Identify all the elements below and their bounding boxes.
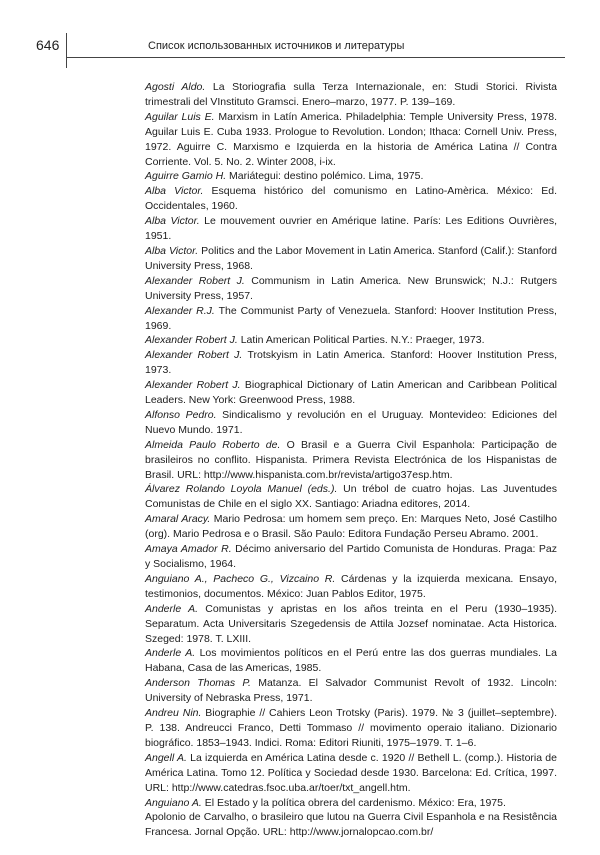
entry-text: Le mouvement ouvrier en Amérique latine. París: Les Editions Ouvrières, 1951. [145,215,557,243]
bibliography-entry [145,169,557,184]
bibliography-entry [145,438,557,483]
page-number: 646 [36,37,60,53]
entry-author: Angell A. [145,751,191,764]
entry-author: Alfonso Pedro. [145,408,223,421]
bibliography-entry [145,796,557,811]
entry-author: Alexander Robert J. [145,349,248,362]
bibliography-entry [145,751,557,796]
entry-text: La izquierda en América Latina desde c. 1920 // Bethell L. (comp.). Historia de América Latina. Tomo 12. Política y Sociedad desde 1930. Barcelona: Ed. Crítica, 1997. URL: http://www.catedras.fsoc.uba.ar/toer/txt_angell.htm. [145,751,557,794]
header-horizontal-rule [66,57,565,58]
entry-author: Agosti Aldo. [145,81,213,93]
entry-text: Mario Pedrosa: um homem sem preço. En: Marques Neto, José Castilho (org). Mario Pedrosa e o Brasil. São Paulo: Editora Fundação Perseu Abramo. 2001. [145,513,557,541]
bibliography-entry [145,304,557,334]
bibliography-entry [145,542,557,572]
entry-text: Marxism in Latín America. Philadelphia: Temple University Press, 1978. Aguilar Luis E. Cuba 1933. Prologue to Revolution. London; Ithaca: Cornell Univ. Press, 1972. Aguirre C. Marxismo e Izquierda en la historia de América Latina // Contra Corriente. Vol. 5. No. 2. Winter 2008, i-ix. [145,110,557,168]
bibliography-entry [145,184,557,214]
bibliography-entry [145,706,557,751]
entry-author: Anderson Thomas P. [145,677,259,690]
bibliography-entry [145,348,557,378]
entry-author: Aguilar Luis E. [145,110,219,123]
bibliography-entry [145,333,557,348]
bibliography [145,80,557,840]
entry-text: Apolonio de Carvalho, o brasileiro que lutou na Guerra Civil Espanhola e na Resistência Francesa. Jornal Opção. URL: http://www.jornalopcao.com.br/ [145,811,557,839]
bibliography-entry [145,512,557,542]
entry-text: Comunistas y apristas en los años treinta en el Peru (1930–1935). Separatum. Acta Universitaris Szegedensis de Attila Jozsef nominatae. Acta Historica. Szeged: 1978. T. LXIII. [145,602,557,645]
entry-text: Un trébol de cuatro hojas. Las Juventudes Comunistas de Chile en el siglo XX. Santiago: Ariadna editores, 2014. [145,483,557,511]
bibliography-entry [145,602,557,647]
entry-text: Biographical Dictionary of Latin American and Caribbean Political Leaders. New York: Greenwood Press, 1988. [145,379,557,407]
entry-text: Politics and the Labor Movement in Latin America. Stanford (Calif.): Stanford University Press, 1968. [145,244,557,272]
entry-author: Anguiano A., Pacheco G., Vizcaino R. [145,572,342,585]
entry-text: Matanza. El Salvador Communist Revolt of 1932. Lincoln: University of Nebraska Press, 1971. [145,677,558,705]
bibliography-entry [145,378,557,408]
entry-text: The Communist Party of Venezuela. Stanford: Hoover Institution Press, 1969. [145,304,557,332]
bibliography-entry [145,408,557,438]
entry-author: Alexander R.J. [145,304,219,317]
entry-author: Alexander Robert J. [145,334,241,347]
entry-text: Décimo aniversario del Partido Comunista de Honduras. Praga: Paz y Socialismo, 1964. [145,543,557,570]
bibliography-entry [145,676,557,706]
entry-author: Anderle A. [145,647,200,660]
entry-author: Álvarez Rolando Loyola Manuel (eds.). [145,483,344,496]
entry-author: Alba Victor. [145,244,202,257]
entry-text: Sindicalismo y revolución en el Uruguay. Montevideo: Ediciones del Nuevo Mundo. 1971. [145,408,557,436]
entry-author: Amaral Aracy. [145,513,214,526]
entry-text: Los movimientos políticos en el Perú entre las dos guerras mundiales. La Habana, Casa de las Americas, 1985. [145,647,557,675]
bibliography-entry [145,244,557,274]
entry-text: Biographie // Cahiers Leon Trotsky (Paris). 1979. № 3 (juillet–septembre). P. 138. Andreucci Franco, Detti Tommaso // movimento operaio italiano. Dizionario biográfico. 1853–1943. Indici. Roma: Editori Riuniti, 1975–1979. T. 1–6. [145,707,557,749]
entry-text: Cárdenas y la izquierda mexicana. Ensayo, testimonios, documentos. México: Juan Pablos Editor, 1975. [145,572,557,600]
bibliography-entry [145,572,557,602]
entry-text: Mariátegui: destino polémico. Lima, 1975. [229,170,424,183]
entry-author: Anguiano A. [145,796,205,809]
entry-author: Alba Victor. [145,215,205,228]
entry-author: Almeida Paulo Roberto de. [145,438,287,451]
entry-author: Andreu Nin. [145,707,206,720]
entry-author: Alexander Robert J. [145,379,245,392]
entry-author: Alba Victor. [145,185,212,198]
bibliography-entry [145,110,557,170]
entry-text: La Storiografia sulla Terza Internazionale, en: Studi Storici. Rivista trimestrali del VInstituto Gramsci. Enero–marzo, 1977. P. 139–169. [145,81,557,108]
running-head-title: Список использованных источников и литературы [148,40,405,52]
entry-text: Latin American Political Parties. N.Y.: Praeger, 1973. [240,334,485,347]
entry-text: Communism in Latin America. New Brunswick; N.J.: Rutgers University Press, 1957. [145,274,558,302]
bibliography-entry [145,274,557,304]
entry-text: Esquema histórico del comunismo en Latino-Amèrica. México: Ed. Occidentales, 1960. [145,185,557,213]
bibliography-entry [145,482,557,512]
entry-text: Trotskyism in Latin America. Stanford: Hoover Institution Press, 1973. [145,349,557,377]
header-vertical-rule [66,33,67,68]
entry-text: El Estado y la política obrera del cardenismo. México: Era, 1975. [204,796,506,809]
entry-author: Amaya Amador R. [145,543,236,556]
bibliography-entry [145,80,557,110]
bibliography-entry [145,810,557,840]
entry-text: O Brasil e a Guerra Civil Espanhola: Participação de brasileiros no conflito. Hispanista. Primera Revista Electrónica de los Hispanistas de Brasil. URL: http://www.hispanista.com.br/revista/artigo37esp.htm. [145,438,557,481]
entry-author: Aguirre Gamio H. [145,170,230,183]
entry-author: Alexander Robert J. [145,274,252,287]
entry-author: Anderle A. [145,602,206,615]
bibliography-entry [145,646,557,676]
bibliography-entry [145,214,557,244]
